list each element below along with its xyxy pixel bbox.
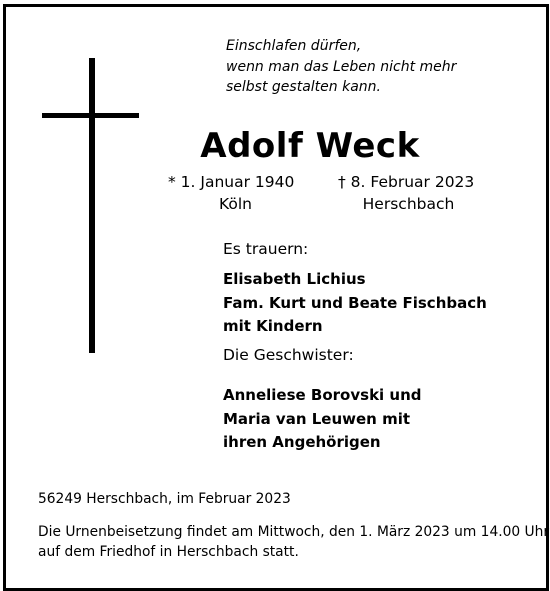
mourners-list: [223, 268, 487, 339]
mourning-label: Es trauern:: [223, 240, 309, 258]
sibling-line: Anneliese Borovski und: [223, 386, 422, 404]
siblings-label: Die Geschwister:: [223, 346, 354, 364]
death-place: Herschbach: [362, 195, 455, 213]
funeral-notice: [38, 522, 549, 562]
mourner-line: Elisabeth Lichius: [223, 270, 366, 288]
funeral-notice-line: auf dem Friedhof in Herschbach statt.: [38, 544, 299, 560]
place-date: 56249 Herschbach, im Februar 2023: [38, 491, 291, 507]
mourner-line: Fam. Kurt und Beate Fischbach: [223, 293, 487, 312]
motto-quote: [226, 36, 456, 98]
motto-line: wenn man das Leben nicht mehr: [226, 58, 457, 75]
funeral-notice-line: Die Urnenbeisetzung findet am Mittwoch, den 1. März 2023 um 14.00 Uhr: [38, 524, 550, 540]
death-date: † 8. Februar 2023: [338, 173, 475, 191]
birth-place: Köln: [218, 195, 252, 213]
birth-date: * 1. Januar 1940: [168, 173, 295, 191]
motto-line: Einschlafen dürfen,: [226, 38, 362, 54]
siblings-list: [223, 384, 422, 455]
mourner-line: mit Kindern: [223, 317, 323, 335]
deceased-name: Adolf Weck: [200, 126, 420, 166]
sibling-line: Maria van Leuwen mit: [223, 409, 411, 428]
sibling-line: ihren Angehörigen: [223, 433, 381, 451]
motto-line: selbst gestalten kann.: [226, 79, 381, 95]
